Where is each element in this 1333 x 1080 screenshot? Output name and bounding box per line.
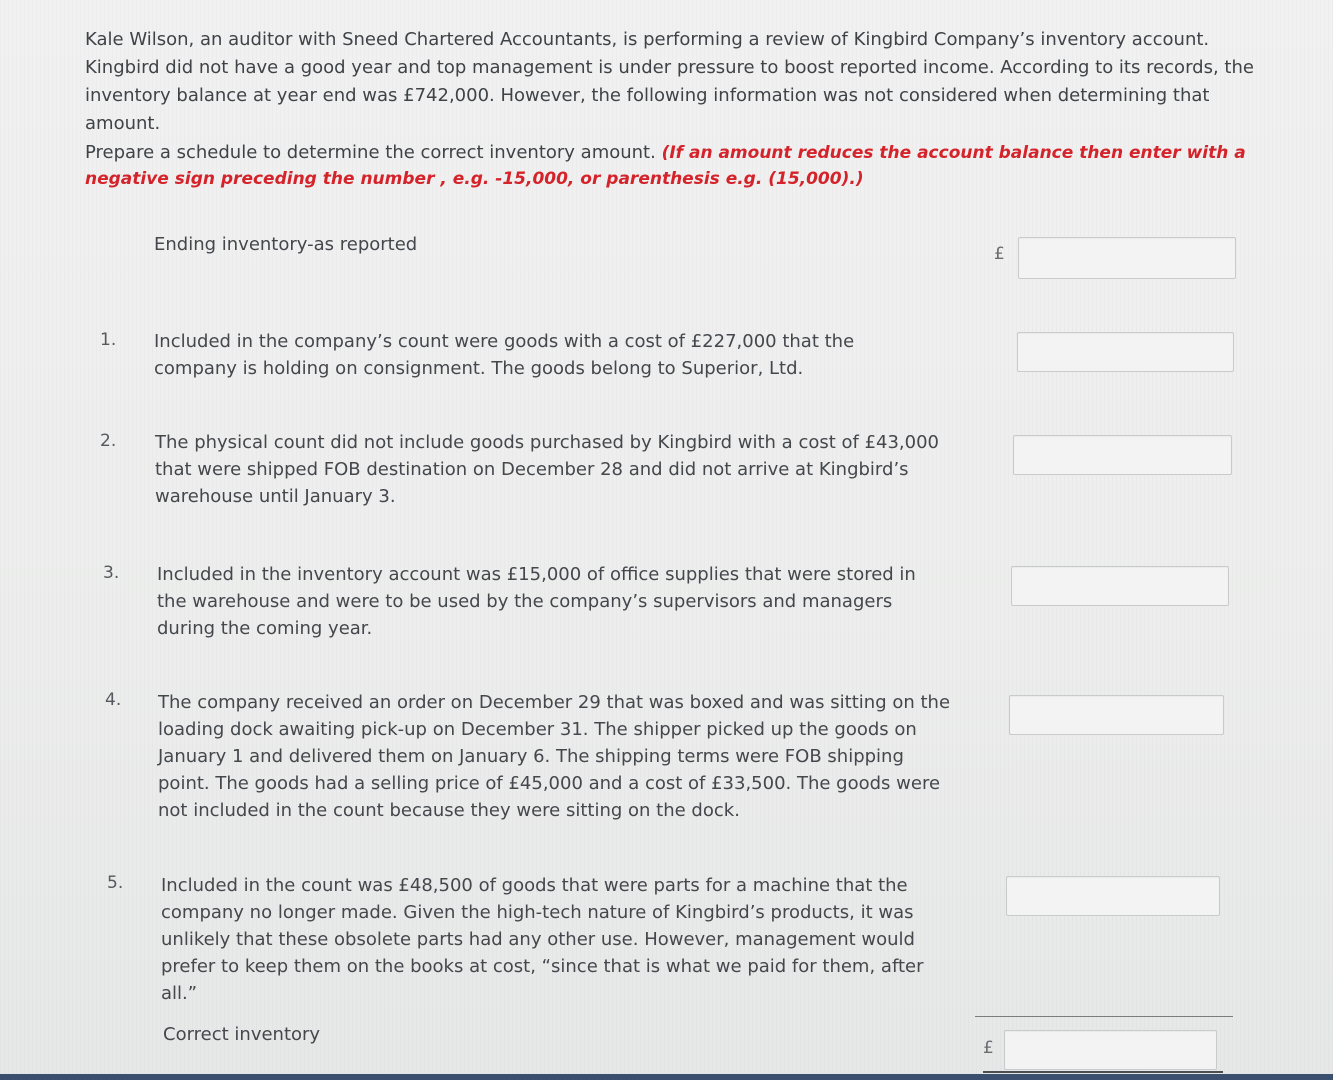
item-number: 5. — [107, 873, 124, 893]
instruction-text — [85, 140, 1265, 192]
problem-intro: Kale Wilson, an auditor with Sneed Chartered Accountants, is performing a review of Kingbird Company’s inventory account. Kingbird did not have a good year and top management is under pressure to boost reported income. According to its records, the inventory balance at year end was £742,000. However, the following information was not considered when determining that amount. — [85, 29, 1254, 134]
subtotal-rule — [975, 1016, 1233, 1017]
total-double-rule — [983, 1071, 1223, 1073]
item-text: Included in the inventory account was £15,000 of office supplies that were stored in the warehouse and were to be used by the company’s supervisors and managers during the coming year. — [157, 564, 916, 639]
ending-inventory-input[interactable] — [1018, 237, 1236, 279]
item-text: The physical count did not include goods purchased by Kingbird with a cost of £43,000 that were shipped FOB destination on December 28 and did not arrive at Kingbird’s warehouse until January 3. — [155, 432, 940, 507]
instruction-plain: Prepare a schedule to determine the correct inventory amount. — [85, 142, 662, 163]
adjustment-input-5[interactable] — [1006, 876, 1220, 916]
item-number: 2. — [100, 431, 117, 451]
item-text: The company received an order on December 29 that was boxed and was sitting on the loading dock awaiting pick-up on December 31. The shipper picked up the goods on January 1 and delivered them on January 6. The shipping terms were FOB shipping point. The goods had a selling price of £45,000 and a cost of £33,500. The goods were not included in the count because they were sitting on the dock. — [158, 692, 951, 821]
item-number: 4. — [105, 690, 122, 710]
currency-symbol: £ — [983, 1038, 994, 1058]
currency-symbol: £ — [994, 244, 1005, 264]
correct-inventory-label: Correct inventory — [163, 1024, 321, 1045]
window-bottom-edge — [0, 1074, 1333, 1080]
correct-inventory-input[interactable] — [1004, 1030, 1217, 1070]
item-number: 1. — [100, 330, 117, 350]
adjustment-input-3[interactable] — [1011, 566, 1229, 606]
ending-inventory-label: Ending inventory-as reported — [154, 234, 418, 255]
item-text: Included in the count was £48,500 of goods that were parts for a machine that the company no longer made. Given the high-tech nature of Kingbird’s products, it was unlikely that these obsolete parts had any other use. However, management would prefer to keep them on the books at cost, “since that is what we paid for them, after all.” — [161, 875, 924, 1004]
adjustment-input-2[interactable] — [1013, 435, 1232, 475]
adjustment-input-1[interactable] — [1017, 332, 1234, 372]
instruction-note: (If an amount reduces the account balance then enter with a negative sign preceding the number , e.g. -15,000, or parenthesis e.g. (15,000).) — [85, 143, 1246, 189]
item-number: 3. — [103, 563, 120, 583]
item-text: Included in the company’s count were goods with a cost of £227,000 that the company is holding on consignment. The goods belong to Superior, Ltd. — [154, 331, 855, 379]
adjustment-input-4[interactable] — [1009, 695, 1224, 735]
